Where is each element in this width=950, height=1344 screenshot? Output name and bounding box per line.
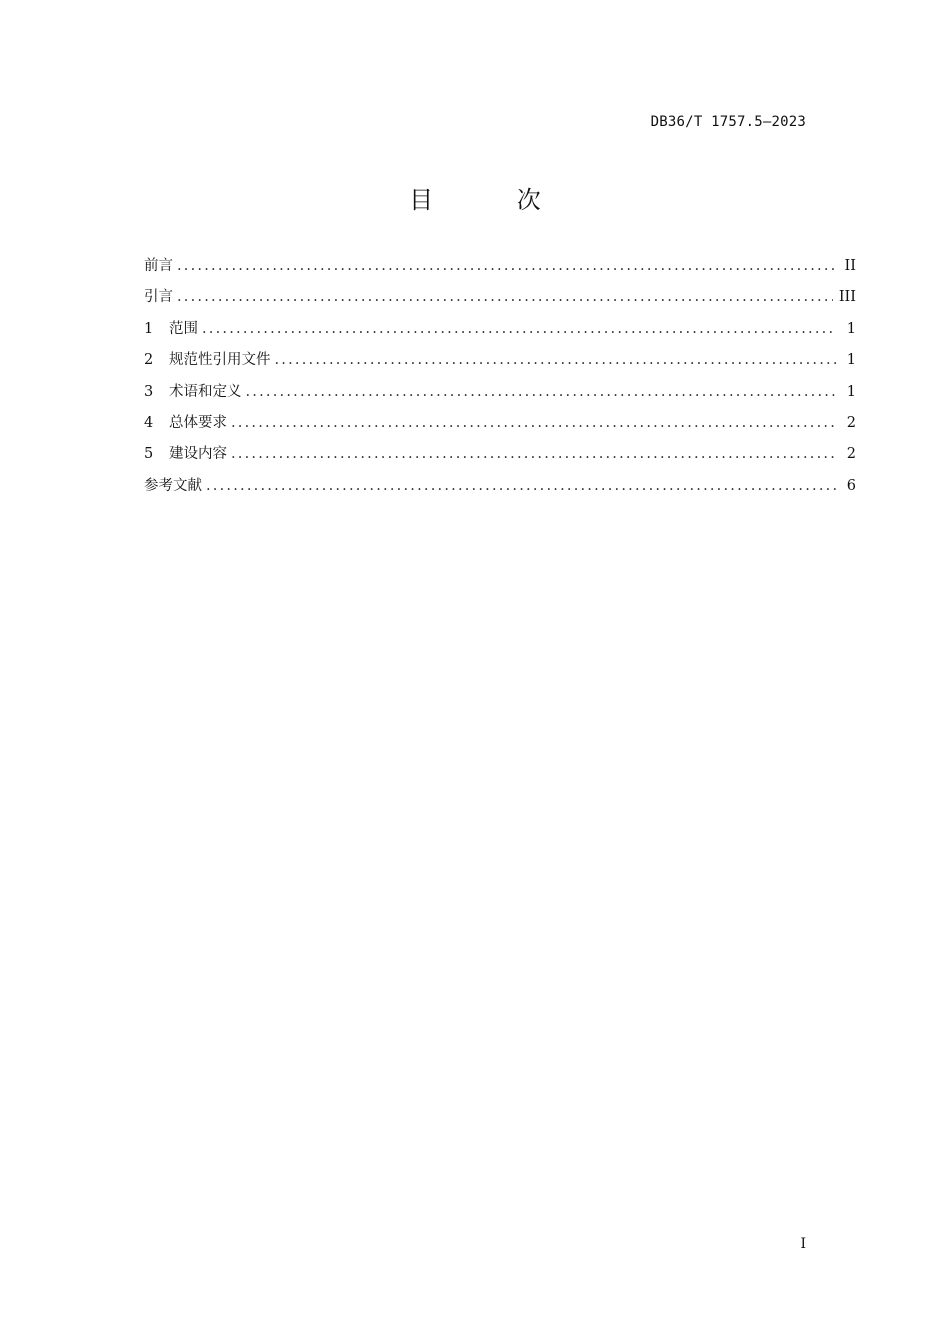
toc-item-construction-content[interactable] xyxy=(144,442,856,473)
toc-item-label: 规范性引用文件 xyxy=(169,352,271,369)
toc-item-foreword[interactable] xyxy=(144,254,856,285)
table-of-contents xyxy=(144,254,856,505)
toc-item-page: II xyxy=(844,258,856,274)
toc-item-label: 总体要求 xyxy=(169,414,227,431)
toc-item-label: 参考文献 xyxy=(144,477,202,494)
toc-item-scope[interactable] xyxy=(144,317,856,348)
toc-item-introduction[interactable] xyxy=(144,285,856,316)
page-number: I xyxy=(800,1236,806,1252)
toc-item-number: 1 xyxy=(144,320,154,337)
toc-leader-dots xyxy=(177,289,833,305)
toc-item-label: 引言 xyxy=(144,289,173,306)
toc-item-label: 前言 xyxy=(144,258,173,274)
toc-leader-dots xyxy=(177,258,836,274)
toc-item-page: III xyxy=(838,289,856,306)
toc-item-number: 5 xyxy=(144,446,154,463)
toc-item-page: 1 xyxy=(846,383,856,400)
toc-leader-dots xyxy=(231,415,836,431)
toc-item-bibliography[interactable] xyxy=(144,474,856,505)
toc-item-page: 2 xyxy=(846,446,856,463)
toc-item-page: 6 xyxy=(846,477,856,494)
toc-item-page: 1 xyxy=(846,320,856,337)
toc-item-label: 范围 xyxy=(169,320,198,337)
toc-item-terms-definitions[interactable] xyxy=(144,380,856,411)
toc-item-general-requirements[interactable] xyxy=(144,411,856,442)
toc-item-number: 2 xyxy=(144,352,154,369)
toc-leader-dots xyxy=(231,446,836,462)
standard-code: DB36/T 1757.5—2023 xyxy=(650,114,806,130)
toc-item-number: 3 xyxy=(144,383,154,400)
toc-leader-dots xyxy=(246,384,837,400)
toc-item-normative-references[interactable] xyxy=(144,348,856,379)
toc-item-number: 4 xyxy=(144,414,154,431)
toc-item-label: 术语和定义 xyxy=(169,383,242,400)
page-title: 目 次 xyxy=(409,186,579,214)
toc-item-label: 建设内容 xyxy=(169,446,227,463)
toc-leader-dots xyxy=(202,321,836,337)
toc-item-page: 1 xyxy=(846,352,856,369)
toc-leader-dots xyxy=(206,478,836,494)
toc-leader-dots xyxy=(275,352,837,368)
toc-item-page: 2 xyxy=(846,414,856,431)
